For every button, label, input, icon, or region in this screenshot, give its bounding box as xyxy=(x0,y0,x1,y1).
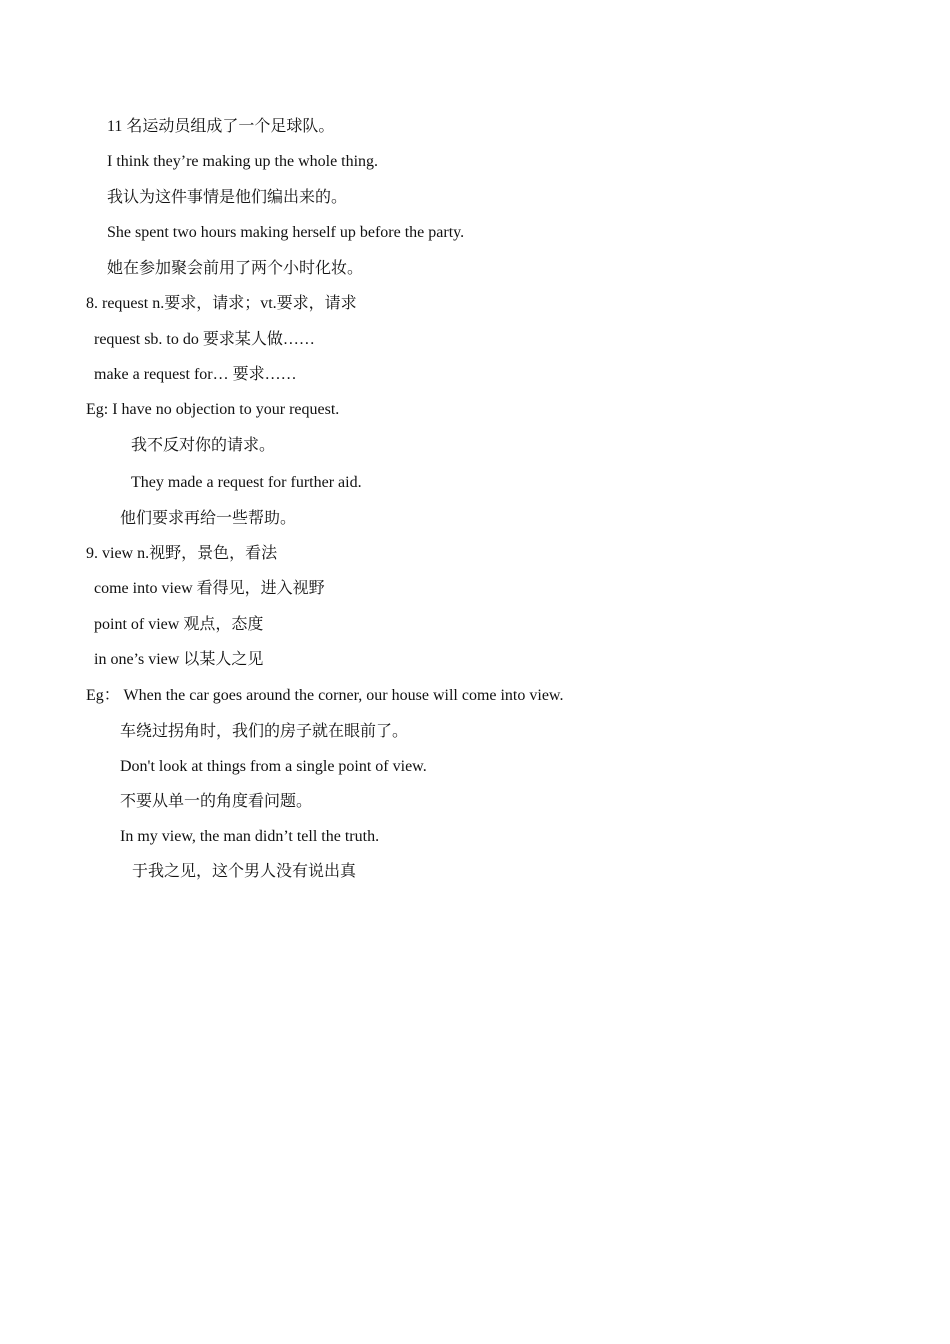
text-line-16: in one’s view 以某人之见 xyxy=(94,651,264,668)
section-heading-view: 9. view n.视野，景色，看法 xyxy=(86,545,278,562)
text-line-20: 不要从单一的角度看问题。 xyxy=(120,793,313,810)
text-line-2: I think they’re making up the whole thing. xyxy=(107,153,379,170)
text-line-3: 我认为这件事情是他们编出来的。 xyxy=(107,189,348,206)
section-heading-request: 8. request n.要求，请求；vt.要求，请求 xyxy=(86,295,357,312)
text-line-1: 11 名运动员组成了一个足球队。 xyxy=(107,118,335,135)
text-line-15: point of view 观点，态度 xyxy=(94,616,264,633)
text-line-4: She spent two hours making herself up before the party. xyxy=(107,224,465,241)
text-line-10: 我不反对你的请求。 xyxy=(131,437,276,454)
text-line-11: They made a request for further aid. xyxy=(131,474,362,491)
text-line-7: request sb. to do 要求某人做…… xyxy=(94,331,315,348)
text-line-22: 于我之见，这个男人没有说出真 xyxy=(132,863,357,880)
example-line-1: Eg: I have no objection to your request. xyxy=(86,401,340,418)
text-line-12: 他们要求再给一些帮助。 xyxy=(120,510,297,527)
text-line-19: Don't look at things from a single point of view. xyxy=(120,758,427,775)
example-line-2: Eg： When the car goes around the corner, our house will come into view. xyxy=(86,687,564,704)
text-line-5: 她在参加聚会前用了两个小时化妆。 xyxy=(107,260,364,277)
text-line-8: make a request for… 要求…… xyxy=(94,366,297,383)
text-line-21: In my view, the man didn’t tell the truth. xyxy=(120,828,380,845)
text-line-14: come into view 看得见，进入视野 xyxy=(94,580,325,597)
text-line-18: 车绕过拐角时，我们的房子就在眼前了。 xyxy=(120,723,409,740)
